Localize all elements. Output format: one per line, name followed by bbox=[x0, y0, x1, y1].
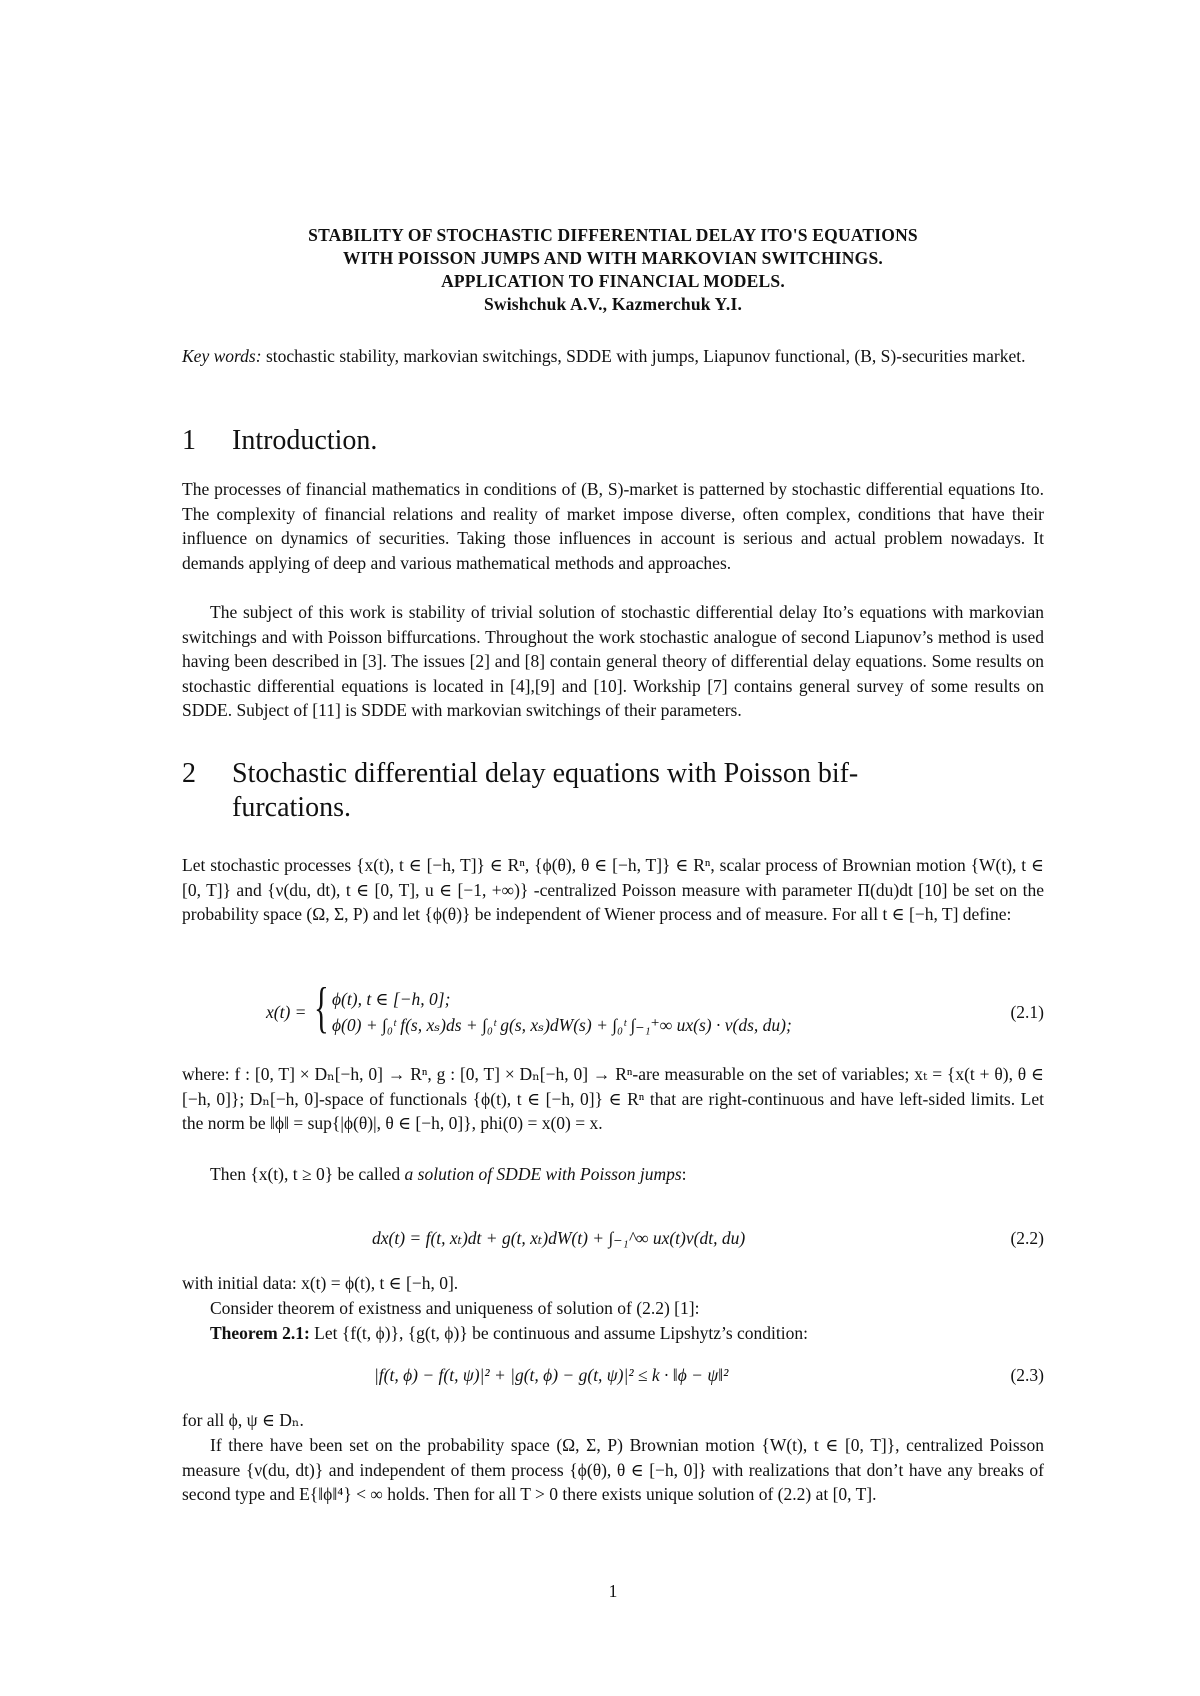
equation-2-2-number: (2.2) bbox=[1010, 1228, 1044, 1248]
section-2-paragraph-1: Let stochastic processes {x(t), t ∈ [−h, T]} ∈ Rⁿ, {ϕ(θ), θ ∈ [−h, T]} ∈ Rⁿ, scalar process of Brownian motion {W(t), t ∈ [0, T]} and {ν(du, dt), t ∈ [0, T], u ∈ [−1, +∞)} -centralized Poisson measure with parameter Π(du)dt [10] be set on the probability space (Ω, Σ, P) and let {ϕ(θ)} be independent of Wiener process and of measure. For all t ∈ [−h, T] define: bbox=[182, 855, 1044, 925]
keywords-label: Key words: bbox=[182, 346, 262, 366]
equation-2-1-case-2: ϕ(0) + ∫₀ᵗ f(s, xₛ)ds + ∫₀ᵗ g(s, xₛ)dW(s) + ∫₀ᵗ ∫₋₁⁺∞ ux(s) · ν(ds, du); bbox=[332, 1015, 792, 1035]
section-1-paragraph-1: The processes of financial mathematics in conditions of (B, S)-market is patterned by stochastic differential equations Ito. The complexity of financial relations and reality of market impose diverse, often complex, conditions that have their influence on dynamics of securities. Taking those influences in account is serious and actual problem nowadays. It demands applying of deep and various mathematical methods and approaches. bbox=[182, 479, 1044, 573]
section-2-paragraph-5: Consider theorem of existness and uniqueness of solution of (2.2) [1]: bbox=[210, 1298, 700, 1318]
equation-2-1-lhs: x(t) = bbox=[266, 1002, 307, 1022]
equation-2-2 bbox=[182, 1217, 1044, 1257]
theorem-label: Theorem 2.1: bbox=[210, 1323, 310, 1343]
section-1-number: 1 bbox=[182, 425, 196, 456]
section-2-heading bbox=[182, 757, 1044, 825]
equation-2-3-number: (2.3) bbox=[1010, 1365, 1044, 1385]
paragraph-3-post: : bbox=[681, 1164, 687, 1184]
page-number: 1 bbox=[608, 1581, 618, 1601]
theorem-2-1 bbox=[182, 1321, 1044, 1346]
equation-2-3-body: |f(t, ϕ) − f(t, ψ)|² + |g(t, ϕ) − g(t, ψ)|² ≤ k · ‖ϕ − ψ‖² bbox=[374, 1365, 729, 1385]
equation-2-2-body: dx(t) = f(t, xₜ)dt + g(t, xₜ)dW(t) + ∫₋₁^∞ ux(t)ν(dt, du) bbox=[372, 1228, 746, 1248]
section-2-paragraph-3 bbox=[182, 1162, 1044, 1187]
authors: Swishchuk A.V., Kazmerchuk Y.I. bbox=[483, 294, 743, 314]
section-1-paragraph-2: The subject of this work is stability of trivial solution of stochastic differential delay Ito’s equations with markovian switchings and with Poisson biffurcations. Throughout the work stochastic analogue of second Liapunov’s method is used having been described in [3]. The issues [2] and [8] contain general theory of differential delay equations. Some results on stochastic differential equations is located in [4],[9] and [10]. Workship [7] contains general survey of some results on SDDE. Subject of [11] is SDDE with markovian switchings of their parameters. bbox=[182, 602, 1044, 721]
title-line-3: APPLICATION TO FINANCIAL MODELS. bbox=[441, 271, 785, 291]
paragraph-3-pre: Then {x(t), t ≥ 0} be called bbox=[210, 1164, 405, 1184]
equation-2-1-case-1: ϕ(t), t ∈ [−h, 0]; bbox=[332, 989, 451, 1009]
paragraph-3-italic: a solution of SDDE with Poisson jumps bbox=[404, 1164, 682, 1184]
section-2-paragraph-6: for all ϕ, ψ ∈ Dₙ. bbox=[182, 1410, 304, 1430]
equation-2-1-number: (2.1) bbox=[1010, 1002, 1044, 1022]
keywords bbox=[182, 344, 1044, 368]
section-2-title-line-1: Stochastic differential delay equations with Poisson bif- bbox=[232, 758, 859, 789]
section-2-number: 2 bbox=[182, 758, 196, 789]
theorem-text: Let {f(t, ϕ)}, {g(t, ϕ)} be continuous and assume Lipshytz’s condition: bbox=[309, 1323, 808, 1343]
title-line-2: WITH POISSON JUMPS AND WITH MARKOVIAN SWITCHINGS. bbox=[343, 248, 883, 268]
section-2-title-line-2: furcations. bbox=[232, 792, 351, 823]
title-line-1: STABILITY OF STOCHASTIC DIFFERENTIAL DELAY ITO'S EQUATIONS bbox=[308, 225, 918, 245]
paper-title bbox=[182, 224, 1044, 316]
section-2-paragraph-4: with initial data: x(t) = ϕ(t), t ∈ [−h, 0]. bbox=[182, 1273, 459, 1293]
section-2-paragraph-7: If there have been set on the probability space (Ω, Σ, P) Brownian motion {W(t), t ∈ [0, T]}, centralized Poisson measure {ν(du, dt)} and independent of them process {ϕ(θ), θ ∈ [−h, 0]} with realizations that don’t have any breaks of second type and E{‖ϕ‖⁴} < ∞ holds. Then for all T > 0 there exists unique solution of (2.2) at [0, T]. bbox=[182, 1435, 1044, 1505]
section-1-title: Introduction. bbox=[232, 425, 378, 456]
section-2-paragraph-2: where: f : [0, T] × Dₙ[−h, 0] → Rⁿ, g : [0, T] × Dₙ[−h, 0] → Rⁿ-are measurable on the set of variables; xₜ = {x(t + θ), θ ∈ [−h, 0]}; Dₙ[−h, 0]-space of functionals {ϕ(t), t ∈ [−h, 0]} ∈ Rⁿ that are right-continuous and have left-sided limits. Let the norm be ‖ϕ‖ = sup{|ϕ(θ)|, θ ∈ [−h, 0]}, phi(0) = x(0) = x. bbox=[182, 1064, 1044, 1134]
equation-2-1-brace: { bbox=[314, 977, 329, 1039]
equation-2-1 bbox=[182, 977, 1044, 1042]
equation-2-3 bbox=[182, 1362, 1044, 1392]
section-1-heading bbox=[182, 424, 1044, 458]
keywords-text: stochastic stability, markovian switchings, SDDE with jumps, Liapunov functional, (B, S)-securities market. bbox=[261, 346, 1026, 366]
